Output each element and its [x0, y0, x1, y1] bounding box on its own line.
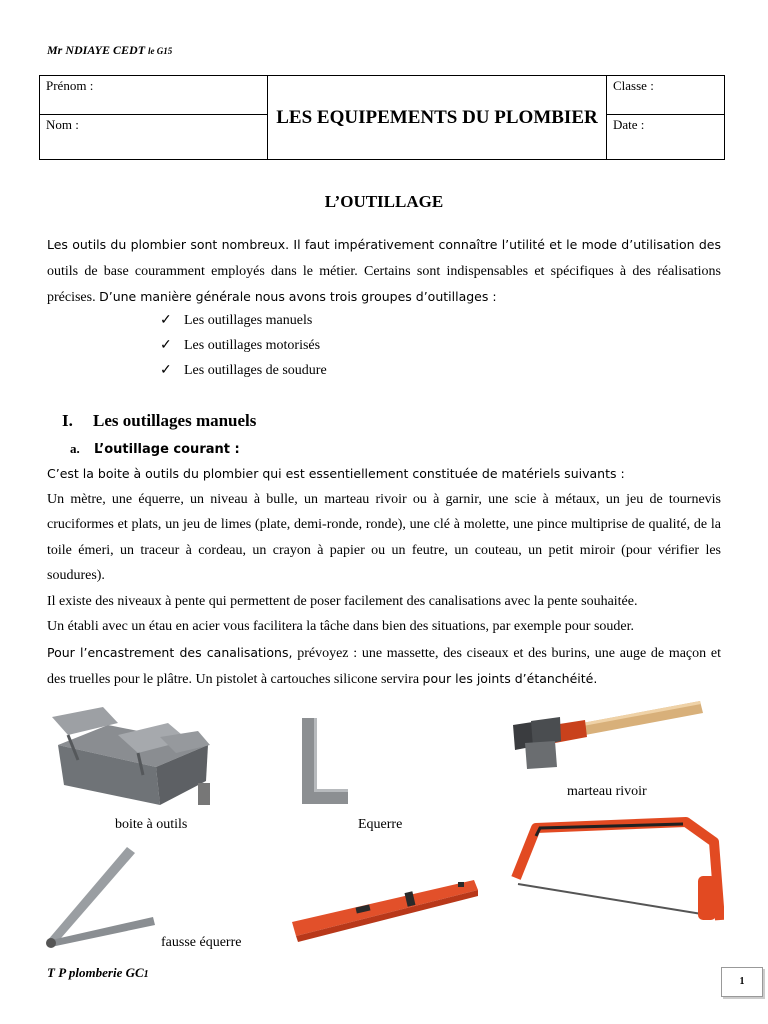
- body-text: [47, 461, 721, 693]
- heading-text: Les outillages manuels: [93, 411, 257, 430]
- caption-square: Equerre: [358, 817, 403, 832]
- check-icon: ✓: [160, 338, 172, 353]
- body-line-1: C’est la boite à outils du plombier qui est essentiellement constituée de matériels suivants :: [47, 466, 625, 481]
- document-title: LES EQUIPEMENTS DU PLOMBIER: [268, 76, 607, 160]
- hacksaw-image: [508, 816, 724, 926]
- hammer-image: [505, 695, 705, 770]
- group-label: Les outillages de soudure: [184, 363, 327, 378]
- prenom-label: Prénom :: [46, 78, 94, 93]
- list-item: [160, 358, 327, 383]
- body-para-4b: prévoyez : une massette, des ciseaux et des burins, une auge de maçon et des truelles pour le plâtre. Un pistolet à cartouches silicone servira: [47, 645, 721, 687]
- check-icon: ✓: [160, 313, 172, 328]
- level-label: Niveau à bulle: [400, 916, 444, 923]
- list-item: [160, 308, 327, 333]
- page-number: 1: [721, 967, 763, 997]
- intro-part2: outils de base couramment employés dans le métier. Certains sont indispensables et spécifiques à des réalisations précises.: [47, 263, 721, 305]
- square-image: [298, 716, 350, 808]
- list-item: [160, 333, 327, 358]
- nom-label: Nom :: [46, 117, 79, 132]
- body-para-3: Un établi avec un étau en acier vous facilitera la tâche dans bien des situations, par exemple pour souder.: [47, 619, 635, 634]
- author-name: Mr NDIAYE CEDT: [47, 43, 146, 57]
- group-label: Les outillages motorisés: [184, 338, 321, 353]
- body-para-1: Un mètre, une équerre, un niveau à bulle, un marteau rivoir ou à garnir, une scie à métaux, un jeu de tournevis cruciformes et plats, un jeu de limes (plate, demi-ronde, ronde), une clé à molette, une pince multiprise de qualité, de la toile émeri, un traceur à cordeau, un crayon à papier ou un feutre, un couteau, un petit miroir (pour vérifier les soudures).: [47, 491, 721, 583]
- intro-part1: Les outils du plombier sont nombreux. Il faut impérativement connaître l’utilité et le mode d’utilisation des: [47, 237, 721, 252]
- nom-cell: [40, 115, 268, 160]
- saw-label: Scie à métaux: [578, 863, 621, 870]
- footer-text: [47, 965, 149, 981]
- subheading-letter: a.: [70, 441, 80, 456]
- author-suffix: le G15: [148, 46, 173, 56]
- intro-part3: D’une manière générale nous avons trois groupes d’outillages :: [99, 289, 497, 304]
- body-para-4c: pour les joints d’étanchéité.: [422, 671, 598, 686]
- intro-paragraph: [47, 232, 721, 311]
- heading-manual-tools: [62, 411, 256, 431]
- caption-hammer: marteau rivoir: [567, 784, 647, 799]
- caption-bevel: fausse équerre: [161, 935, 242, 950]
- check-icon: ✓: [160, 363, 172, 378]
- body-para-2: Il existe des niveaux à pente qui permettent de poser facilement des canalisations avec la pente souhaitée.: [47, 593, 638, 609]
- prenom-cell: [40, 76, 268, 115]
- body-para-4a: Pour l’encastrement des canalisations,: [47, 644, 293, 660]
- footer-label: T P plomberie GC: [47, 965, 144, 980]
- level-image: [288, 872, 480, 944]
- header-table: [39, 75, 725, 160]
- subheading-text: L’outillage courant :: [94, 442, 240, 457]
- date-cell: [607, 115, 725, 160]
- bevel-image: [45, 845, 160, 950]
- footer-suffix: 1: [143, 969, 149, 980]
- toolbox-image: [48, 705, 213, 810]
- author-note: [47, 43, 172, 58]
- classe-label: Classe :: [613, 78, 654, 93]
- tool-groups-list: [160, 308, 327, 383]
- group-label: Les outillages manuels: [184, 313, 313, 328]
- body-para-4: [47, 640, 721, 693]
- caption-toolbox: boite à outils: [115, 817, 188, 832]
- subheading-common-tools: [70, 441, 240, 457]
- section-title: L’OUTILLAGE: [324, 192, 444, 211]
- heading-number: I.: [62, 411, 73, 430]
- classe-cell: [607, 76, 725, 115]
- date-label: Date :: [613, 117, 645, 132]
